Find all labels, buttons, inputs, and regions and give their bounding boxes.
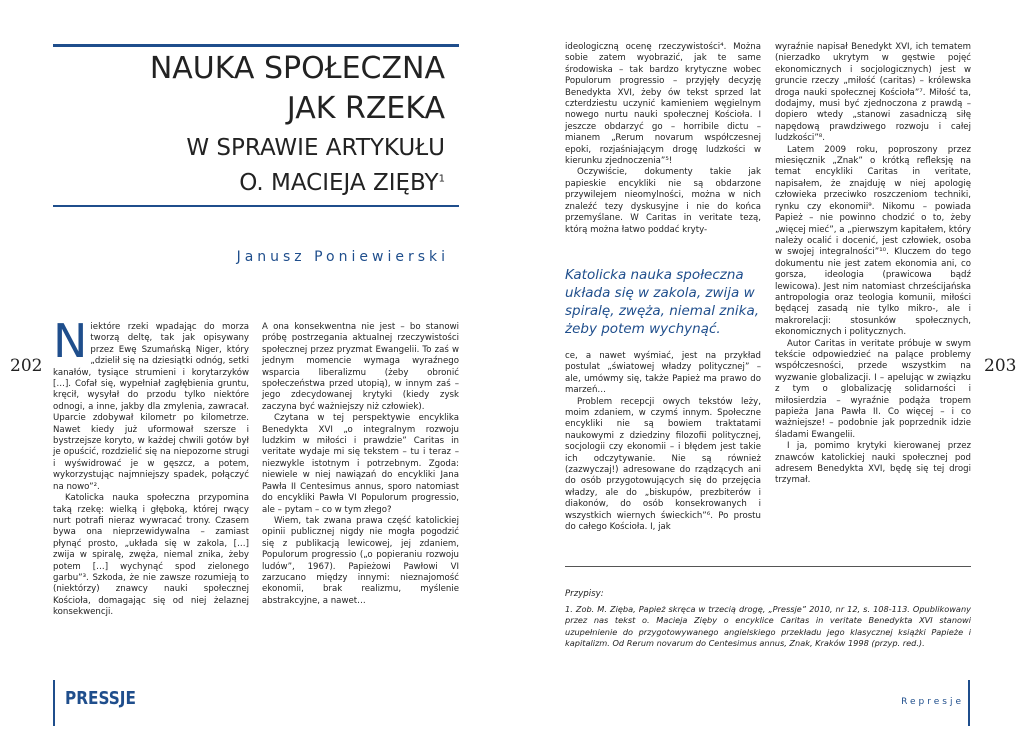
article-subtitle-line2 (53, 172, 445, 195)
title-bottom-rule (53, 205, 459, 207)
col4-paragraph-3: Autor Caritas in veritate próbuje w swym tekście odpowiedzieć na palące problemy współczesności, przede wszystkim na wyzwanie globalizacji. I – apelując w związku z tym o globalizację solidarności i miłosierdzia – wyraźnie podąża tropem papieża Jana Pawła II. Co więcej – i co ważniejsze! – podobnie jak poprzednik idzie śladami Ewangelii. (775, 338, 971, 440)
body-column-3-cont (565, 351, 761, 534)
body-column-3 (565, 42, 761, 236)
subtitle-line2-text: O. MACIEJA ZIĘBY (239, 170, 439, 196)
col2-paragraph-2: Czytana w tej perspektywie encyklika Benedykta XVI „o integralnym rozwoju ludzkim w miłości i prawdzie” Caritas in veritate wydaje mi się tekstem – tu i teraz – niezwykle istotnym i potrzebnym. Zgoda: niewiele w niej nawiązań do encykliki Jana Pawła II Centesimus annus, sporo natomiast do encykliki Pawła VI Populorum progressio, ale – pytam – co w tym złego? (262, 413, 459, 515)
body-column-2 (262, 322, 459, 607)
col2-paragraph-3: Wiem, tak zwana prawa część katolickiej opinii publicznej nigdy nie mogła pogodzić się z publikacją lewicowej, jej zdaniem, Populorum progressio („o popieraniu rozwoju ludów”, 1967). Papieżowi Pawłowi VI zarzucano między innymi: nieznajomość ekonomii, brak realizmu, myślenie abstrakcyjne, a nawet… (262, 515, 459, 606)
article-subtitle-line1 (53, 137, 445, 160)
col4-paragraph-2: Latem 2009 roku, poproszony przez miesięcznik „Znak” o krótką refleksję na temat encykliki Caritas in veritate, napisałem, że znajduję w niej apologię człowieka przeciwko roszczeniom techniki, rynku czy ekonomii⁹. Nikomu – powiada Papież – nie powinno chodzić o to, żeby „więcej mieć”, a „pierwszym kapitałem, który należy ocalić i docenić, jest człowiek, osoba w swojej integralności”¹⁰. Kluczem do tego dokumentu nie jest zatem ekonomia ani, co gorsza, ideologia (prawicowa bądź lewicowa). Jest nim natomiast chrześcijańska antropologia oraz teologia komunii, miłości będącej zasadą nie tylko mikro-, ale i makrorelacji: stosunków społecznych, ekonomicznych i politycznych. (775, 144, 971, 338)
pull-quote: Katolicka nauka społeczna układa się w zakola, zwija w spiralę, zwęża, niemal znika, żeby potem wychynąć. (565, 267, 760, 337)
footer-rule-left (53, 680, 55, 726)
col2-paragraph-1: A ona konsekwentna nie jest – bo stanowi próbę postrzegania aktualnej rzeczywistości społecznej przez pryzmat Ewangelii. To zaś w jednym momencie wymaga wyraźnego wsparcia liberalizmu (żeby obronić społeczeństwa przed utopią), w innym zaś – jego zdecydowanej krytyki (kiedy zysk zaczyna być ważniejszy niż człowiek). (262, 322, 459, 412)
col3-paragraph-3: ce, a nawet wyśmiać, jest na przykład postulat „światowej władzy politycznej” – ale, umówmy się, także Papież ma prawo do marzeń… (565, 351, 761, 396)
subtitle-line1-text: W SPRAWIE ARTYKUŁU (186, 135, 445, 161)
body-column-4 (775, 42, 971, 487)
pressje-logo: PRESSJE (65, 688, 136, 709)
page-number-right: 203 (984, 356, 1017, 376)
col1-paragraph-1 (53, 314, 249, 493)
col3-paragraph-1: ideologiczną ocenę rzeczywistości⁴. Można sobie zatem wyobrazić, jak te same środowiska – tak bardzo krytyczne wobec Populorum progressio – przyjęły decyzję Benedykta XVI, żeby ów tekst sprzed lat czterdziestu uczynić kamieniem węgielnym nowego nurtu nauki społecznej Kościoła. I jeszcze obdarzyć go – horribile dictu – mianem „Rerum novarum współczesnej epoki, rozjaśniającym drogę ludzkości w kierunku zjednoczenia”⁵! (565, 42, 761, 167)
subtitle-footnote-ref: 1 (438, 173, 445, 185)
col4-paragraph-4: I ja, pomimo krytyki kierowanej przez znawców katolickiej nauki społecznej pod adresem Benedykta XVI, będę się tej drogi trzymał. (775, 441, 971, 486)
col1-paragraph-2: Katolicka nauka społeczna przypomina taką rzekę: wielką i głęboką, której rwący nurt potrafi nieraz wywracać trony. Czasem bywa ona nieprzewidywalna – zamiast płynąć prosto, „układa się w zakola, […] zwija w spiralę, zwęża, niemal znika, żeby potem […] wychynąć spod zielonego garbu”³. Szkoda, że nie zawsze rozumieją to (niektórzy) znawcy nauki społecznej Kościoła, domagając się od niej żelaznej konsekwencji. (53, 493, 249, 618)
article-title-line1: NAUKA SPOŁECZNA (149, 51, 445, 86)
col3-paragraph-4: Problem recepcji owych tekstów leży, moim zdaniem, w czymś innym. Społeczne encykliki nie są bowiem traktatami naukowymi z dziedziny filozofii politycznej, socjologii czy ekonomii – i błędem jest takie ich odczytywanie. Nie są również (zazwyczaj!) adresowane do rządzących ani do osób przygotowujących się do przejęcia władzy, ale do „biskupów, prezbiterów i diakonów, do osób konsekrowanych i wszystkich wiernych świeckich”⁶. Po prostu do całego Kościoła. I, jak (565, 396, 761, 533)
footer-rule-right (968, 680, 970, 726)
author-name: Janusz Poniewierski (236, 249, 449, 265)
footnote-separator (565, 566, 971, 567)
col4-paragraph-1: wyraźnie napisał Benedykt XVI, ich tematem (nierzadko ukrytym w gęstwie pojęć ekonomicznych i socjologicznych) jest w gruncie rzeczy „miłość (caritas) – królewska droga nauki społecznej Kościoła”⁷. Miłość ta, dodajmy, musi być zjednoczona z prawdą – dopiero wtedy „stanowi zasadniczą siłę napędową prawdziwego rozwoju i całej ludzkości”⁸. (775, 42, 971, 144)
dropcap: N (53, 314, 88, 368)
section-label: Represje (901, 697, 964, 707)
col3-paragraph-2: Oczywiście, dokumenty takie jak papieskie encykliki nie są obdarzone przywilejem nieomylności, można w nich znaleźć tezy dyskusyjne i nie do końca przemyślane. W Caritas in veritate tezą, którą można łatwo poddać kryty- (565, 167, 761, 235)
col1-p1-text: iektóre rzeki wpadając do morza tworzą deltę, tak jak opisywany przez Ewę Szumańską Niger, który „dzielił się na dziesiątki odnóg, setki kanałów, tysiące strumieni i korytarzyków […]. Cofał się, wypełniał zagłębienia gruntu, kręcił, wysyłał do przodu tylko niektóre odnogi, a inne, jakby dla zmylenia, zawracał. Uparcie zdobywał kilometr po kilometrze. Nawet kiedy już uformował szersze i bystrzejsze koryto, w każdej chwili gotów był je opuścić, rozdzielić się na niepozorne strugi i wyświdrować je w gęszcz, a potem, wykorzystując najmniejszy spadek, połączyć na nowo”². (53, 322, 249, 492)
page-number-left: 202 (10, 356, 43, 376)
article-title-line2: JAK RZEKA (286, 91, 445, 126)
footnote-1: 1. Zob. M. Zięba, Papież skręca w trzecią drogę, „Pressje” 2010, nr 12, s. 108-113. Opublikowany przez nas tekst o. Macieja Zięby o encyklice Caritas in veritate Benedykta XVI stanowi uzupełnienie do przygotowywanego angielskiego przekładu jego klasycznej książki Papieże i kapitalizm. Od Rerum novarum do Centesimus annus, Znak, Kraków 1998 (przyp. red.). (565, 604, 971, 649)
footnotes-heading: Przypisy: (565, 589, 604, 599)
title-top-rule (53, 44, 459, 47)
body-column-1 (53, 314, 249, 619)
